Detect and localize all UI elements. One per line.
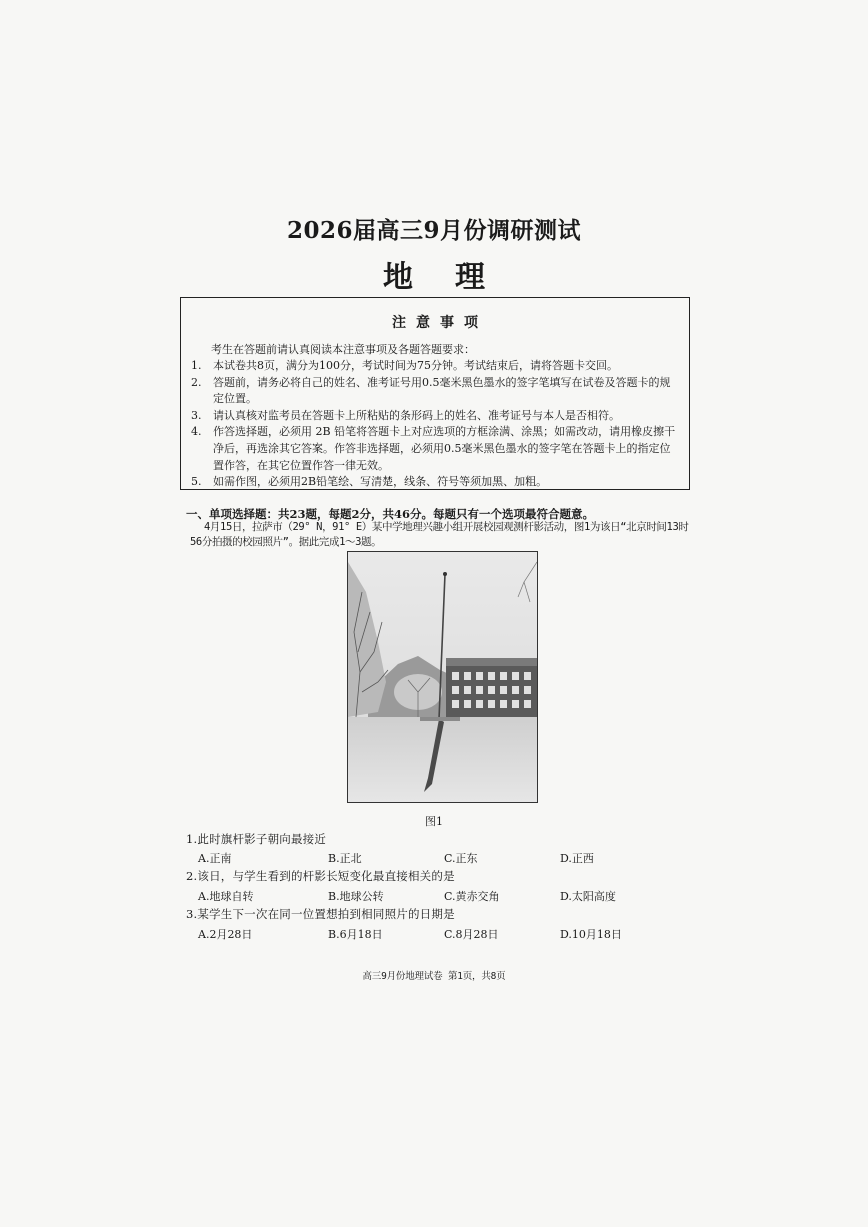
notice-item [189, 474, 681, 491]
option-b: B.6月18日 [328, 928, 383, 941]
exam-subject: 地理 [383, 260, 527, 295]
option-c: C.正东 [444, 852, 478, 865]
notice-box [180, 297, 690, 490]
notice-item-text: 答题前，请务必将自己的姓名、准考证号用0.5毫米黑色墨水的签字笔填写在试卷及答题卡的规定位置。 [213, 375, 671, 406]
notice-intro: 考生在答题前请认真阅读本注意事项及各题答题要求： [211, 343, 475, 356]
option-b: B.正北 [328, 852, 362, 865]
notice-item-number: 1. [191, 359, 202, 372]
notice-item-text: 作答选择题，必须用 2B 铅笔将答题卡上对应选项的方框涂满、涂黑；如需改动，请用橡皮擦干净后，再选涂其它答案。作答非选择题，必须用0.5毫米黑色墨水的签字笔在答题卡上的指定位置作答，在其它位置作答一律无效。 [213, 425, 676, 472]
notice-item [189, 408, 681, 425]
option-c: C.黄赤交角 [444, 890, 500, 903]
exam-title: 2026届高三9月份调研测试 [286, 217, 582, 244]
notice-item-number: 5. [191, 475, 202, 489]
question-3-options [198, 926, 698, 942]
option-c: C.8月28日 [444, 928, 499, 941]
campus-photo [347, 551, 538, 803]
option-a: A.地球自转 [198, 890, 254, 903]
section-heading: 一、单项选择题：共23题，每题2分，共46分。每题只有一个选项最符合题意。 [186, 507, 595, 521]
notice-item-number: 2. [191, 375, 202, 389]
question-1-text: 1.此时旗杆影子朝向最接近 [186, 832, 327, 846]
question-stem: 4月15日，拉萨市（29° N，91° E）某中学地理兴趣小组开展校园观测杆影活动，图1为该日“北京时间13时56分拍摄的校园照片”。据此完成1～3题。 [190, 521, 689, 548]
notice-item-text: 本试卷共8页，满分为100分，考试时间为75分钟。考试结束后，请将答题卡交回。 [213, 359, 618, 372]
question-2-options [198, 888, 698, 904]
question-3-text: 3.某学生下一次在同一位置想拍到相同照片的日期是 [186, 907, 455, 921]
notice-item [189, 358, 681, 375]
option-a: A.2月28日 [198, 928, 253, 941]
notice-item [189, 424, 681, 474]
page-footer: 高三9月份地理试卷 第1页，共8页 [362, 971, 506, 982]
question-2-text: 2.该日，与学生看到的杆影长短变化最直接相关的是 [186, 869, 455, 883]
notice-item-number: 4. [191, 425, 202, 439]
option-d: D.正西 [560, 852, 594, 865]
notice-item-text: 如需作图，必须用2B铅笔绘、写清楚，线条、符号等须加黑、加粗。 [213, 475, 548, 489]
notice-item-text: 请认真核对监考员在答题卡上所粘贴的条形码上的姓名、准考证号与本人是否相符。 [213, 408, 620, 422]
notice-heading: 注意事项 [392, 315, 488, 331]
option-a: A.正南 [198, 852, 232, 865]
notice-list [189, 358, 681, 491]
question-1-options [198, 850, 698, 866]
option-d: D.太阳高度 [560, 890, 616, 903]
campus-photo-illustration [348, 552, 537, 802]
figure-caption: 图1 [425, 815, 443, 828]
option-d: D.10月18日 [560, 928, 622, 941]
option-b: B.地球公转 [328, 890, 384, 903]
notice-item [189, 375, 681, 408]
notice-item-number: 3. [191, 408, 202, 422]
